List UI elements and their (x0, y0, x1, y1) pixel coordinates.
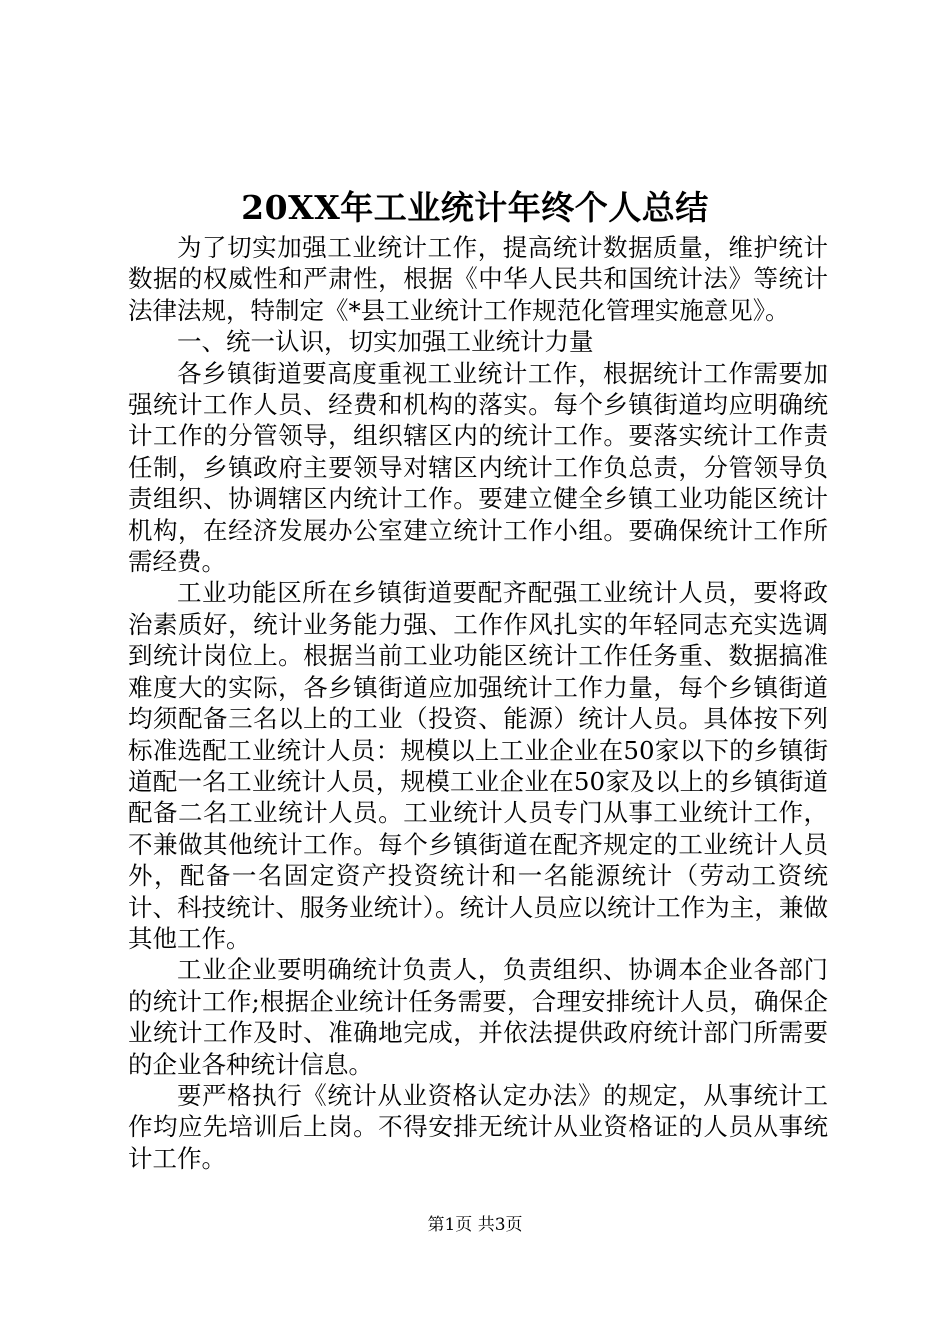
document-body (128, 232, 828, 1174)
section-heading-1: 一、统一认识，切实加强工业统计力量 (177, 327, 594, 357)
paragraph-enterprise: 工业企业要明确统计负责人，负责组织、协调本企业各部门的统计工作;根据企业统计任务需要，合理安排统计人员，确保企业统计工作及时、准确地完成，并依法提供政府统计部门所需要的企业各种统计信息。 (128, 955, 828, 1079)
paragraph-leadership: 各乡镇街道要高度重视工业统计工作，根据统计工作需要加强统计工作人员、经费和机构的落实。每个乡镇街道均应明确统计工作的分管领导，组织辖区内的统计工作。要落实统计工作责任制，乡镇政府主要领导对辖区内统计工作负总责，分管领导负责组织、协调辖区内统计工作。要建立健全乡镇工业功能区统计机构，在经济发展办公室建立统计工作小组。要确保统计工作所需经费。 (128, 358, 828, 577)
page-number-footer: 第1页 共3页 (427, 1215, 523, 1235)
paragraph-intro: 为了切实加强工业统计工作，提高统计数据质量，维护统计数据的权威性和严肃性，根据《中华人民共和国统计法》等统计法律法规，特制定《*县工业统计工作规范化管理实施意见》。 (128, 233, 828, 325)
paragraph-staffing: 工业功能区所在乡镇街道要配齐配强工业统计人员，要将政治素质好，统计业务能力强、工作作风扎实的年轻同志充实选调到统计岗位上。根据当前工业功能区统计工作任务重、数据搞准难度大的实际，各乡镇街道应加强统计工作力量，每个乡镇街道均须配备三名以上的工业（投资、能源）统计人员。具体按下列标准选配工业统计人员：规模以上工业企业在50家以下的乡镇街道配一名工业统计人员，规模工业企业在50家及以上的乡镇街道配备二名工业统计人员。工业统计人员专门从事工业统计工作，不兼做其他统计工作。每个乡镇街道在配齐规定的工业统计人员外，配备一名固定资产投资统计和一名能源统计（劳动工资统计、科技统计、服务业统计）。统计人员应以统计工作为主，兼做其他工作。 (128, 578, 828, 953)
document-title: 20XX年工业统计年终个人总结 (241, 188, 709, 227)
paragraph-qualification: 要严格执行《统计从业资格认定办法》的规定，从事统计工作均应先培训后上岗。不得安排无统计从业资格证的人员从事统计工作。 (128, 1080, 828, 1173)
